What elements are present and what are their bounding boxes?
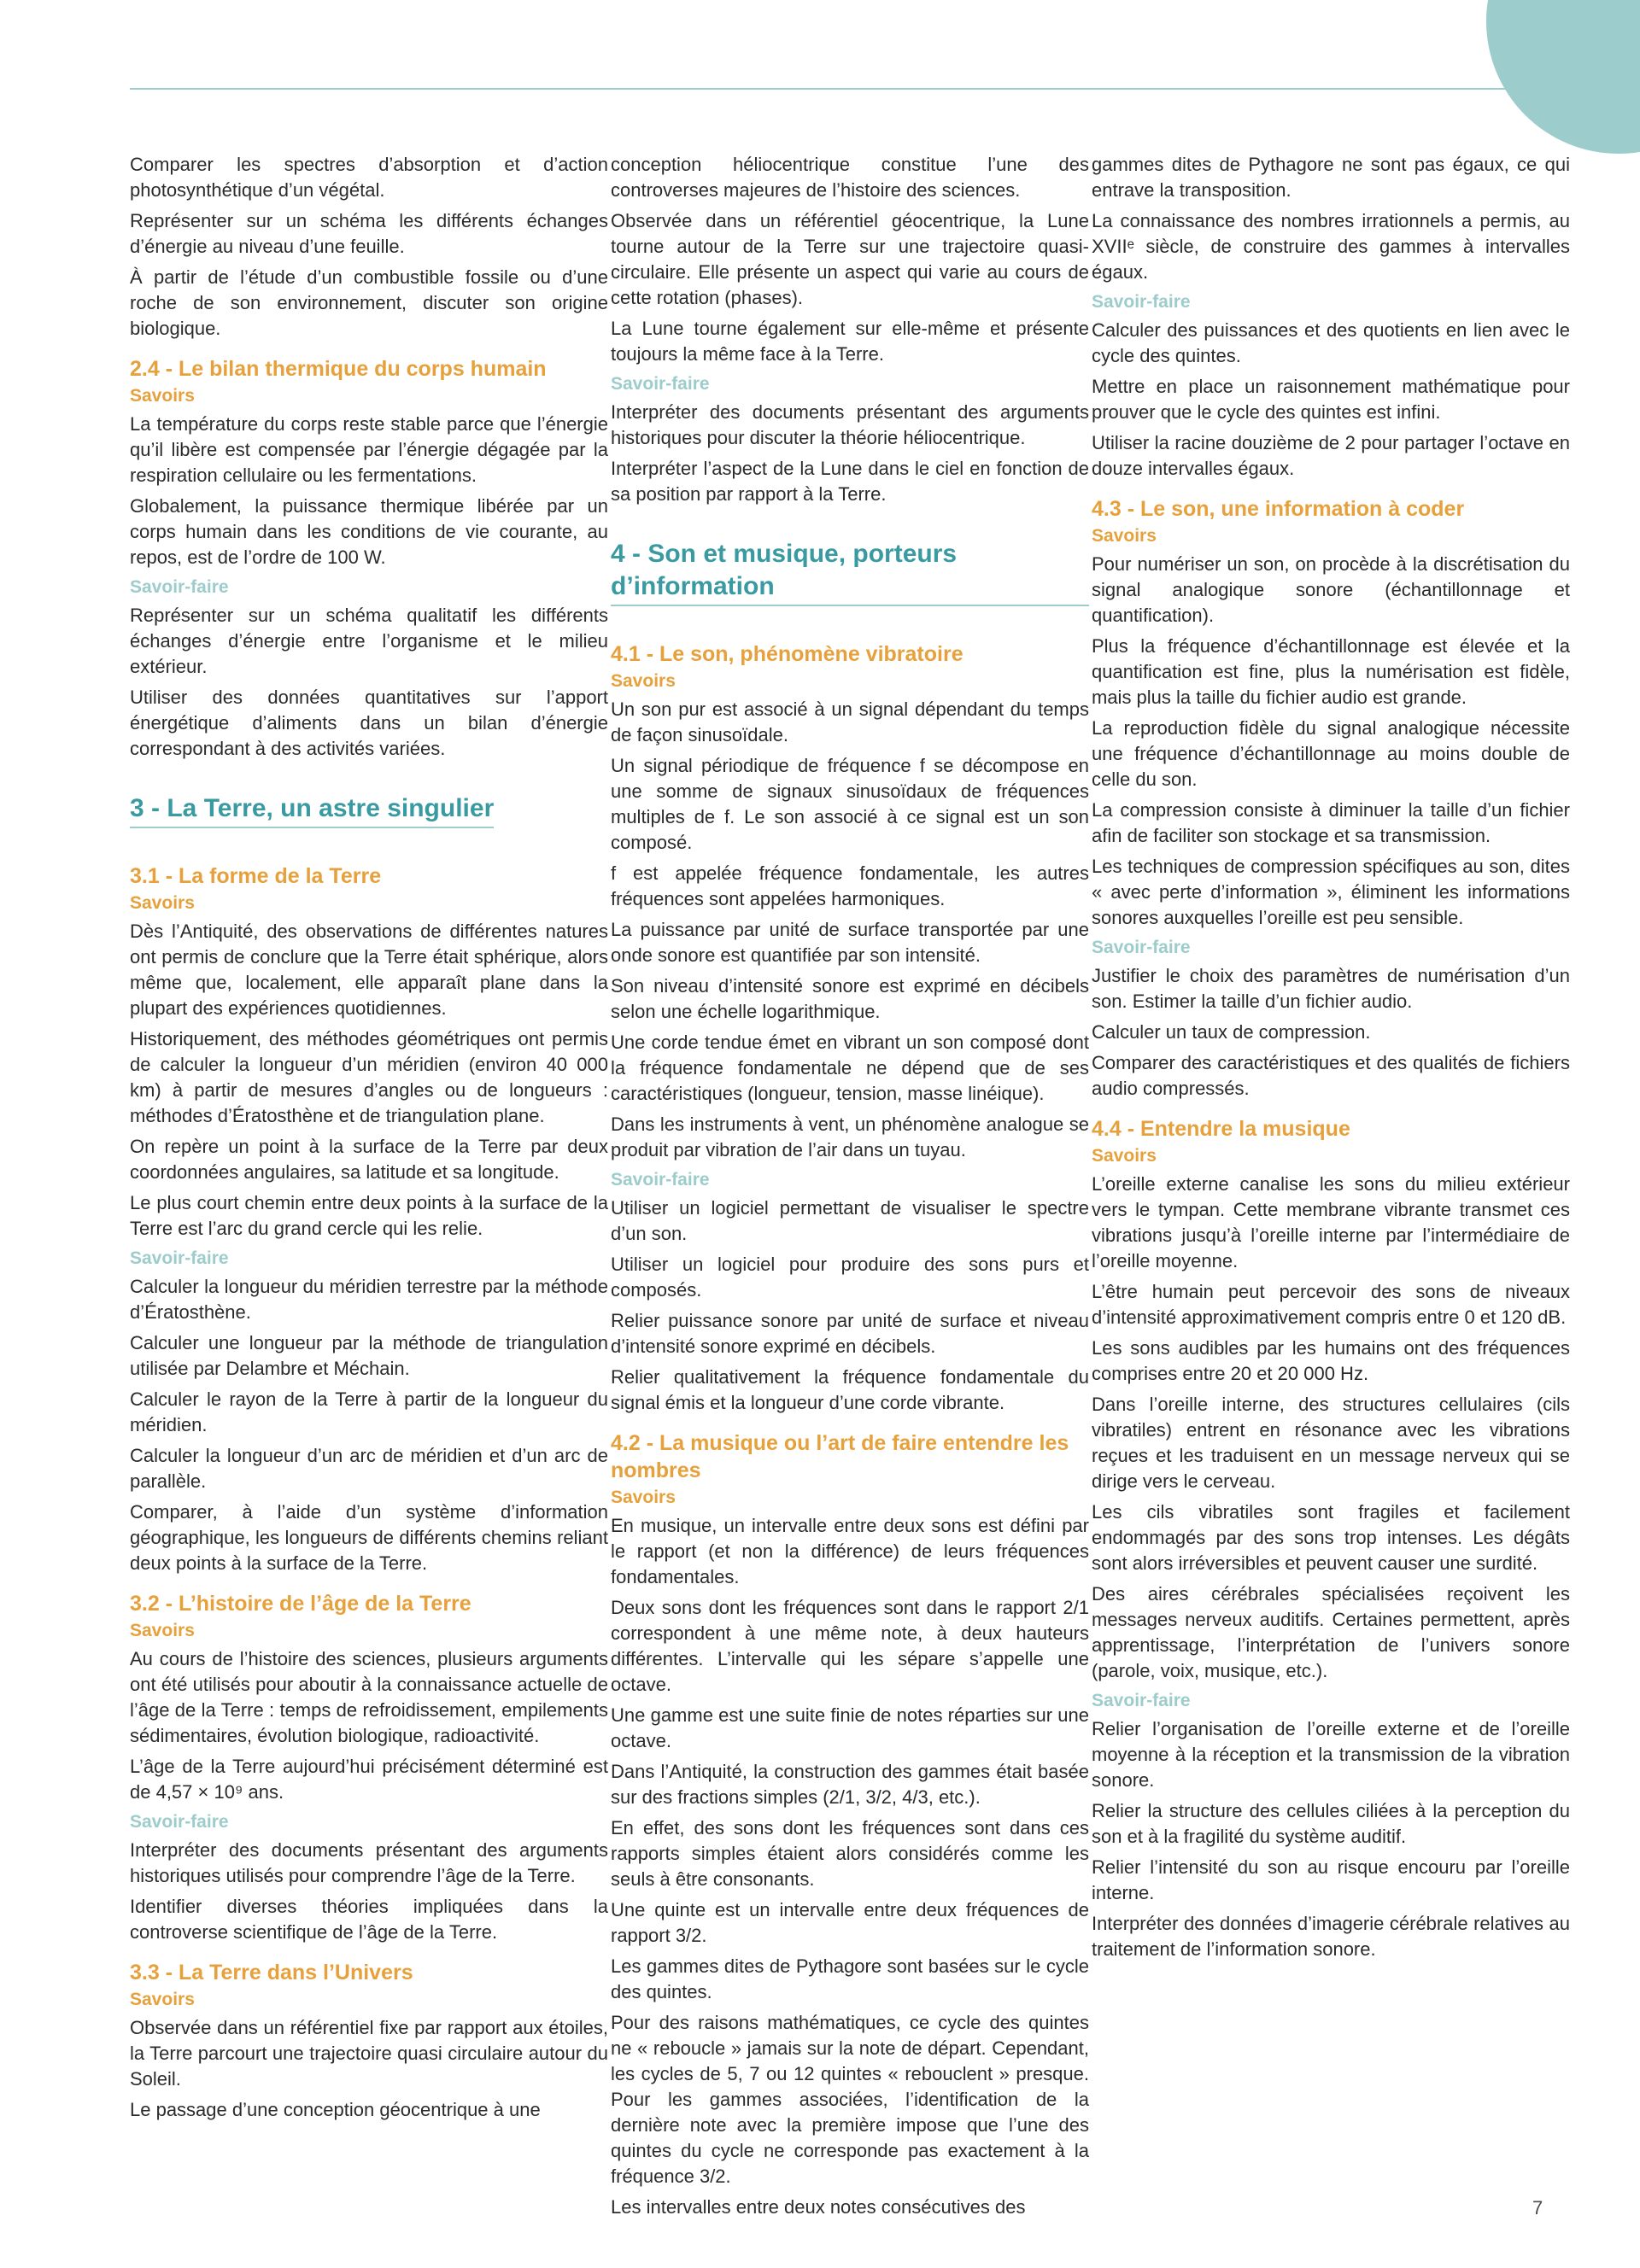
section-heading-wrap <box>130 767 608 849</box>
paragraph: L’oreille externe canalise les sons du milieu extérieur vers le tympan. Cette membrane vibrante transmet ces vibrations jusqu’à l’oreille interne par l’intermédiaire de l’oreille moyenne. <box>1092 1173 1570 1271</box>
paragraph: Dans l’oreille interne, des structures cellulaires (cils vibratiles) entrent en résonance avec les vibrations reçues et les traduisent en un message nerveux qui se dirige vers le cerveau. <box>1092 1394 1570 1492</box>
paragraph: Calculer la longueur du méridien terrestre par la méthode d’Ératosthène. <box>130 1276 608 1323</box>
paragraph: Relier qualitativement la fréquence fondamentale du signal émis et la longueur d’une corde vibrante. <box>611 1366 1089 1413</box>
paragraph: Une gamme est une suite finie de notes réparties sur une octave. <box>611 1704 1089 1751</box>
paragraph: Dès l’Antiquité, des observations de différentes natures ont permis de conclure que la Terre était sphérique, alors même que, localement, elle apparaît plane dans la plupart des expériences quotidiennes. <box>130 921 608 1019</box>
paragraph: Dans les instruments à vent, un phénomène analogue se produit par vibration de l’air dans un tuyau. <box>611 1114 1089 1160</box>
paragraph: Utiliser des données quantitatives sur l’apport énergétique d’aliments dans un bilan d’énergie correspondant à des activités variées. <box>130 687 608 759</box>
paragraph: Au cours de l’histoire des sciences, plusieurs arguments ont été utilisés pour aboutir à la connaissance actuelle de l’âge de la Terre : temps de refroidissement, empilements sédimentaires, évolution biologique, radioactivité. <box>130 1648 608 1746</box>
subsection-heading: 3.3 - La Terre dans l’Univers <box>130 1961 413 1984</box>
paragraph: Identifier diverses théories impliquées dans la controverse scientifique de l’âge de la Terre. <box>130 1896 608 1943</box>
paragraph: La Lune tourne également sur elle-même et présente toujours la même face à la Terre. <box>611 318 1089 365</box>
paragraph: Un son pur est associé à un signal dépendant du temps de façon sinusoïdale. <box>611 699 1089 745</box>
paragraph: La compression consiste à diminuer la taille d’un fichier afin de faciliter son stockage et sa transmission. <box>1092 799 1570 846</box>
paragraph: Le plus court chemin entre deux points à la surface de la Terre est l’arc du grand cercle qui les relie. <box>130 1192 608 1239</box>
savoir-faire-label: Savoir-faire <box>130 1248 229 1268</box>
paragraph: L’être humain peut percevoir des sons de niveaux d’intensité approximativement compris entre 0 et 120 dB. <box>1092 1281 1570 1328</box>
paragraph: Dans l’Antiquité, la construction des gammes était basée sur des fractions simples (2/1, 3/2, 4/3, etc.). <box>611 1761 1089 1808</box>
paragraph: Globalement, la puissance thermique libérée par un corps humain dans les conditions de vie courante, au repos, est de l’ordre de 100 W. <box>130 495 608 568</box>
savoirs-label: Savoirs <box>130 893 195 913</box>
paragraph: Utiliser un logiciel pour produire des sons purs et composés. <box>611 1254 1089 1301</box>
paragraph: Les techniques de compression spécifiques au son, dites « avec perte d’information », éliminent les informations sonores auxquelles l’oreille est peu sensible. <box>1092 856 1570 928</box>
paragraph: Interpréter des documents présentant des arguments historiques utilisés pour comprendre l’âge de la Terre. <box>130 1839 608 1886</box>
subsection-heading: 3.1 - La forme de la Terre <box>130 864 382 888</box>
paragraph: Utiliser un logiciel permettant de visualiser le spectre d’un son. <box>611 1197 1089 1244</box>
paragraph: Calculer la longueur d’un arc de méridien et d’un arc de parallèle. <box>130 1445 608 1492</box>
paragraph: En effet, des sons dont les fréquences sont dans ces rapports simples étaient alors considérés comme les seuls à être consonants. <box>611 1817 1089 1890</box>
paragraph: Comparer les spectres d’absorption et d’action photosynthétique d’un végétal. <box>130 154 608 201</box>
paragraph: En musique, un intervalle entre deux sons est défini par le rapport (et non la différence) de leurs fréquences fondamentales. <box>611 1515 1089 1587</box>
paragraph: Les sons audibles par les humains ont des fréquences comprises entre 20 et 20 000 Hz. <box>1092 1337 1570 1384</box>
paragraph: Plus la fréquence d’échantillonnage est élevée et la quantification est fine, plus la numérisation est fidèle, mais plus la taille du fichier audio est grande. <box>1092 635 1570 708</box>
paragraph: Comparer des caractéristiques et des qualités de fichiers audio compressés. <box>1092 1052 1570 1099</box>
paragraph: Relier l’intensité du son au risque encouru par l’oreille interne. <box>1092 1856 1570 1903</box>
paragraph: La reproduction fidèle du signal analogique nécessite une fréquence d’échantillonnage au moins double de celle du son. <box>1092 717 1570 790</box>
column-2 <box>611 152 1089 2225</box>
paragraph: Pour numériser un son, on procède à la discrétisation du signal analogique sonore (échantillonnage et quantification). <box>1092 553 1570 626</box>
paragraph: f est appelée fréquence fondamentale, les autres fréquences sont appelées harmoniques. <box>611 862 1089 909</box>
paragraph: Calculer le rayon de la Terre à partir de la longueur du méridien. <box>130 1388 608 1435</box>
paragraph: Les intervalles entre deux notes consécutives des <box>611 2196 1026 2218</box>
subsection-heading: 4.4 - Entendre la musique <box>1092 1117 1350 1141</box>
paragraph: Interpréter des données d’imagerie cérébrale relatives au traitement de l’information sonore. <box>1092 1913 1570 1960</box>
paragraph: Pour des raisons mathématiques, ce cycle des quintes ne « reboucle » jamais sur la note de départ. Cependant, les cycles de 5, 7 ou 12 quintes « rebouclent » presque. Pour les gammes associées, l’identification de la dernière note avec la première impose que l’une des quintes du cycle ne corresponde pas exactement à la fréquence 3/2. <box>611 2012 1089 2187</box>
paragraph: gammes dites de Pythagore ne sont pas égaux, ce qui entrave la transposition. <box>1092 154 1570 201</box>
paragraph: Justifier le choix des paramètres de numérisation d’un son. Estimer la taille d’un fichier audio. <box>1092 965 1570 1012</box>
paragraph: Son niveau d’intensité sonore est exprimé en décibels selon une échelle logarithmique. <box>611 975 1089 1022</box>
paragraph: Une quinte est un intervalle entre deux fréquences de rapport 3/2. <box>611 1899 1089 1946</box>
column-3 <box>1092 152 1570 1967</box>
savoirs-label: Savoirs <box>1092 1146 1157 1166</box>
paragraph: Représenter sur un schéma qualitatif les différents échanges d’énergie entre l’organisme et le milieu extérieur. <box>130 605 608 677</box>
savoirs-label: Savoirs <box>130 1990 195 2009</box>
paragraph: Relier puissance sonore par unité de surface et niveau d’intensité sonore exprimé en décibels. <box>611 1310 1089 1357</box>
subsection-heading: 4.1 - Le son, phénomène vibratoire <box>611 642 964 666</box>
savoir-faire-label: Savoir-faire <box>130 1812 229 1832</box>
savoir-faire-label: Savoir-faire <box>611 374 710 394</box>
page-number: 7 <box>1532 2197 1543 2218</box>
paragraph: On repère un point à la surface de la Terre par deux coordonnées angulaires, sa latitude et sa longitude. <box>130 1136 608 1183</box>
paragraph: Les cils vibratiles sont fragiles et facilement endommagés par des sons trop intenses. Les dégâts sont alors irréversibles et peuvent causer une surdité. <box>1092 1501 1570 1574</box>
savoirs-label: Savoirs <box>611 671 676 691</box>
savoir-faire-label: Savoir-faire <box>1092 1691 1191 1710</box>
paragraph: Deux sons dont les fréquences sont dans le rapport 2/1 correspondent à une même note, à deux hauteurs différentes. L’intervalle qui les sépare s’appelle une octave. <box>611 1597 1089 1695</box>
column-1 <box>130 152 608 2128</box>
paragraph: Représenter sur un schéma les différents échanges d’énergie au niveau d’une feuille. <box>130 210 608 257</box>
savoir-faire-label: Savoir-faire <box>1092 938 1191 957</box>
paragraph: Comparer, à l’aide d’un système d’information géographique, les longueurs de différents chemins reliant deux points à la surface de la Terre. <box>130 1501 608 1574</box>
paragraph: Observée dans un référentiel géocentrique, la Lune tourne autour de la Terre sur une trajectoire quasi-circulaire. Elle présente un aspect qui varie au cours de cette rotation (phases). <box>611 210 1089 308</box>
paragraph: Les gammes dites de Pythagore sont basées sur le cycle des quintes. <box>611 1955 1089 2002</box>
subsection-heading: 2.4 - Le bilan thermique du corps humain <box>130 357 547 381</box>
savoirs-label: Savoirs <box>130 386 195 406</box>
paragraph: À partir de l’étude d’un combustible fossile ou d’une roche de son environnement, discuter son origine biologique. <box>130 266 608 339</box>
savoirs-label: Savoirs <box>611 1488 676 1507</box>
paragraph: Calculer une longueur par la méthode de triangulation utilisée par Delambre et Méchain. <box>130 1332 608 1379</box>
paragraph: La puissance par unité de surface transportée par une onde sonore est quantifiée par son intensité. <box>611 919 1089 966</box>
subsection-heading: 4.2 - La musique ou l’art de faire entendre les nombres <box>611 1431 1069 1482</box>
paragraph: Historiquement, des méthodes géométriques ont permis de calculer la longueur d’un méridien (environ 40 000 km) à partir de mesures d’angles ou de longueurs : méthodes d’Ératosthène et de triangulation plane. <box>130 1028 608 1126</box>
subsection-heading: 3.2 - L’histoire de l’âge de la Terre <box>130 1592 472 1616</box>
paragraph: Interpréter des documents présentant des arguments historiques pour discuter la théorie héliocentrique. <box>611 401 1089 448</box>
paragraph: Interpréter l’aspect de la Lune dans le ciel en fonction de sa position par rapport à la Terre. <box>611 458 1089 505</box>
paragraph: Relier l’organisation de l’oreille externe et de l’oreille moyenne à la réception et la transmission de la vibration sonore. <box>1092 1718 1570 1791</box>
paragraph: Mettre en place un raisonnement mathématique pour prouver que le cycle des quintes est infini. <box>1092 376 1570 423</box>
section-heading-wrap <box>611 512 1089 627</box>
section-heading: 3 - La Terre, un astre singulier <box>130 792 494 828</box>
paragraph: conception héliocentrique constitue l’une des controverses majeures de l’histoire des sciences. <box>611 154 1089 201</box>
paragraph: La connaissance des nombres irrationnels a permis, au XVIIᵉ siècle, de construire des gammes à intervalles égaux. <box>1092 210 1570 283</box>
savoir-faire-label: Savoir-faire <box>130 577 229 597</box>
subsection-heading: 4.3 - Le son, une information à coder <box>1092 497 1465 521</box>
paragraph: Observée dans un référentiel fixe par rapport aux étoiles, la Terre parcourt une trajectoire quasi circulaire autour du Soleil. <box>130 2017 608 2090</box>
paragraph: Relier la structure des cellules ciliées à la perception du son et à la fragilité du système auditif. <box>1092 1800 1570 1847</box>
savoirs-label: Savoirs <box>1092 526 1157 546</box>
corner-circle-decoration <box>1486 0 1640 154</box>
paragraph: Calculer des puissances et des quotients en lien avec le cycle des quintes. <box>1092 319 1570 366</box>
top-rule <box>130 88 1531 90</box>
section-heading: 4 - Son et musique, porteurs d’information <box>611 538 1089 606</box>
paragraph: Utiliser la racine douzième de 2 pour partager l’octave en douze intervalles égaux. <box>1092 432 1570 479</box>
savoir-faire-label: Savoir-faire <box>611 1170 710 1190</box>
paragraph: Le passage d’une conception géocentrique à une <box>130 2099 541 2120</box>
savoirs-label: Savoirs <box>130 1621 195 1640</box>
paragraph: Des aires cérébrales spécialisées reçoivent les messages nerveux auditifs. Certaines permettent, après apprentissage, l’interprétation de l’univers sonore (parole, voix, musique, etc.). <box>1092 1583 1570 1681</box>
paragraph: Calculer un taux de compression. <box>1092 1021 1371 1043</box>
savoir-faire-label: Savoir-faire <box>1092 292 1191 312</box>
paragraph: Une corde tendue émet en vibrant un son composé dont la fréquence fondamentale ne dépend que de ses caractéristiques (longueur, tension, masse linéique). <box>611 1032 1089 1104</box>
paragraph: La température du corps reste stable parce que l’énergie qu’il libère est compensée par l’énergie dégagée par la respiration cellulaire ou les fermentations. <box>130 413 608 486</box>
paragraph: Un signal périodique de fréquence f se décompose en une somme de signaux sinusoïdaux de fréquences multiples de f. Le son associé à ce signal est un son composé. <box>611 755 1089 853</box>
paragraph: L’âge de la Terre aujourd’hui précisément déterminé est de 4,57 × 10⁹ ans. <box>130 1756 608 1803</box>
